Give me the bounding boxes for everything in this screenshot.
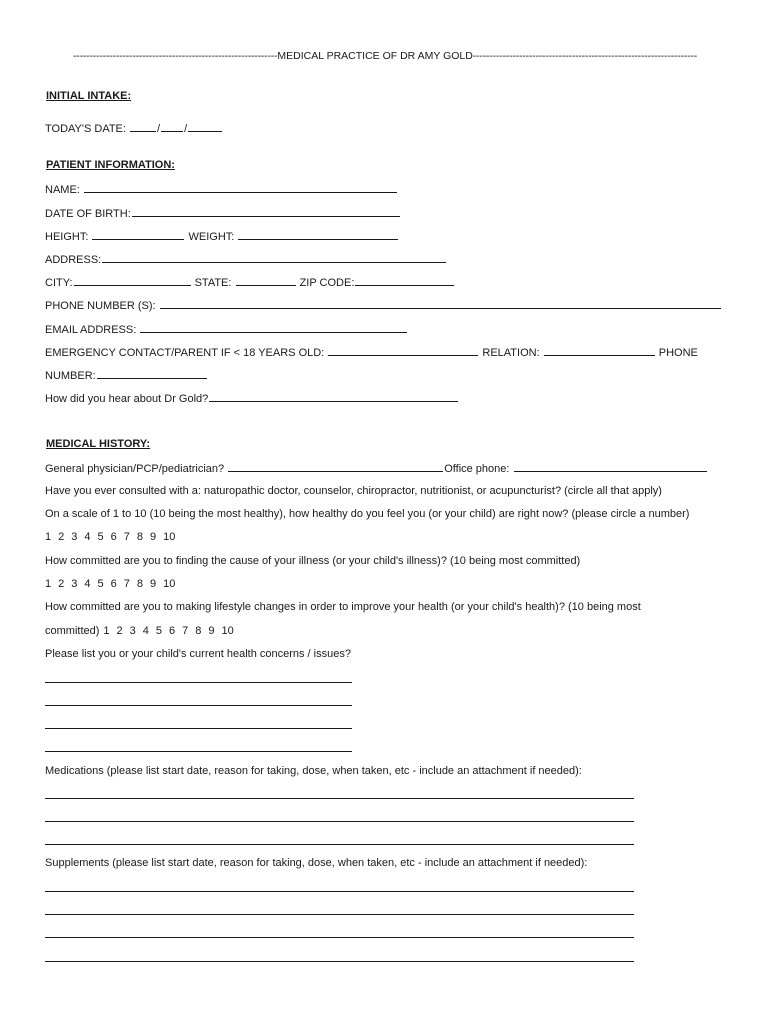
initial-intake-heading: INITIAL INTAKE:	[46, 90, 132, 102]
medications-line-3[interactable]	[45, 844, 634, 845]
name-field[interactable]	[84, 181, 397, 193]
scale-number[interactable]: 6	[110, 531, 117, 543]
commitment-question: How committed are you to finding the cause of your illness (or your child's illness)? (10 being most committed)	[45, 555, 581, 567]
phone-row	[45, 297, 722, 313]
weight-field[interactable]	[238, 228, 398, 240]
scale-number[interactable]: 3	[71, 578, 78, 590]
title-dashes-right: --------------------------------------------------------------------	[472, 50, 697, 62]
state-label: STATE:	[194, 277, 232, 289]
referral-field[interactable]	[209, 390, 458, 402]
email-field[interactable]	[140, 321, 407, 333]
lifestyle-question: How committed are you to making lifestyle changes in order to improve your health (or your child's health)? (10 being most	[45, 601, 641, 613]
relation-label: RELATION:	[482, 347, 540, 359]
practice-name: MEDICAL PRACTICE OF DR AMY GOLD	[277, 50, 473, 62]
scale-number[interactable]: 8	[136, 578, 143, 590]
medications-line-1[interactable]	[45, 798, 634, 799]
scale-number[interactable]: 5	[155, 625, 163, 637]
gp-label: General physician/PCP/pediatrician?	[45, 463, 225, 475]
office-phone-label: Office phone:	[444, 463, 510, 475]
emergency-phone-field[interactable]	[97, 367, 207, 379]
referral-label: How did you hear about Dr Gold?	[45, 393, 209, 405]
title-dashes-left: --------------------------------------------------------------	[72, 50, 278, 62]
scale-number[interactable]: 6	[110, 578, 117, 590]
scale-number[interactable]: 1	[103, 625, 110, 637]
emergency-label: EMERGENCY CONTACT/PARENT IF < 18 YEARS OLD:	[45, 347, 325, 359]
todays-date-label: TODAY'S DATE:	[45, 123, 126, 135]
scale-number[interactable]: 5	[97, 578, 104, 590]
supplements-line-4[interactable]	[45, 961, 634, 962]
weight-label: WEIGHT:	[188, 231, 235, 243]
address-field[interactable]	[102, 251, 446, 263]
scale-number[interactable]: 9	[208, 625, 215, 637]
name-row	[45, 181, 398, 197]
scale-number[interactable]: 2	[58, 578, 65, 590]
date-day-field[interactable]	[161, 120, 183, 132]
city-label: CITY:	[45, 277, 73, 289]
scale-number[interactable]: 1	[45, 578, 52, 590]
dob-field[interactable]	[132, 205, 400, 217]
emergency-row	[45, 344, 698, 360]
scale-number[interactable]: 10	[163, 578, 176, 590]
relation-field[interactable]	[544, 344, 655, 356]
phone-number-label-part1: PHONE	[658, 347, 698, 359]
zip-label: ZIP CODE:	[299, 277, 355, 289]
address-row	[45, 251, 447, 267]
supplements-line-2[interactable]	[45, 914, 634, 915]
city-state-zip-row	[45, 274, 455, 290]
scale-number[interactable]: 7	[123, 578, 130, 590]
scale-number[interactable]: 7	[123, 531, 130, 543]
date-month-field[interactable]	[130, 120, 156, 132]
gp-field[interactable]	[228, 460, 443, 472]
lifestyle-question-cont: committed)	[45, 625, 100, 637]
supplements-question: Supplements (please list start date, reason for taking, dose, when taken, etc - include an attachment if needed):	[45, 857, 588, 869]
concerns-line-4[interactable]	[45, 751, 352, 752]
commitment-scale-numbers	[45, 577, 182, 591]
scale-number[interactable]: 6	[169, 625, 176, 637]
phone-field[interactable]	[160, 297, 721, 309]
height-label: HEIGHT:	[45, 231, 89, 243]
emergency-phone-row	[45, 367, 208, 383]
scale-number[interactable]: 9	[150, 578, 157, 590]
scale-number[interactable]: 4	[142, 625, 149, 637]
concerns-line-1[interactable]	[45, 682, 352, 683]
scale-number[interactable]: 8	[195, 625, 202, 637]
concerns-line-3[interactable]	[45, 728, 352, 729]
health-scale-numbers	[45, 530, 182, 544]
height-weight-row	[45, 228, 399, 244]
scale-number[interactable]: 10	[163, 531, 176, 543]
state-field[interactable]	[236, 274, 296, 286]
office-phone-field[interactable]	[514, 460, 707, 472]
referral-row	[45, 390, 459, 406]
todays-date-row: TODAY'S DATE: / /	[45, 120, 223, 136]
patient-information-heading: PATIENT INFORMATION:	[46, 159, 175, 171]
zip-field[interactable]	[355, 274, 454, 286]
height-field[interactable]	[92, 228, 184, 240]
health-scale-question: On a scale of 1 to 10 (10 being the most healthy), how healthy do you feel you (or your child) are right now? (please circle a number)	[45, 508, 690, 520]
name-label: NAME:	[45, 184, 80, 196]
scale-number[interactable]: 9	[150, 531, 157, 543]
scale-number[interactable]: 3	[71, 531, 78, 543]
scale-number[interactable]: 2	[116, 625, 123, 637]
scale-number[interactable]: 4	[84, 531, 91, 543]
scale-number[interactable]: 8	[136, 531, 143, 543]
form-title	[0, 49, 770, 63]
concerns-question: Please list you or your child's current health concerns / issues?	[45, 648, 351, 660]
email-label: EMAIL ADDRESS:	[45, 324, 137, 336]
emergency-field[interactable]	[328, 344, 478, 356]
scale-number[interactable]: 4	[84, 578, 91, 590]
gp-row	[45, 460, 708, 476]
supplements-line-3[interactable]	[45, 937, 634, 938]
medical-history-heading: MEDICAL HISTORY:	[46, 438, 151, 450]
date-year-field[interactable]	[188, 120, 222, 132]
scale-number[interactable]: 3	[129, 625, 136, 637]
scale-number[interactable]: 2	[58, 531, 65, 543]
concerns-line-2[interactable]	[45, 705, 352, 706]
phone-number-label-part2: NUMBER:	[45, 370, 96, 382]
medications-line-2[interactable]	[45, 821, 634, 822]
address-label: ADDRESS:	[45, 254, 102, 266]
supplements-line-1[interactable]	[45, 891, 634, 892]
medications-question: Medications (please list start date, reason for taking, dose, when taken, etc - include an attachment if needed):	[45, 765, 582, 777]
consulted-question: Have you ever consulted with a: naturopathic doctor, counselor, chiropractor, nutritionist, or acupuncturist? (circle all that apply)	[45, 485, 662, 497]
email-row	[45, 321, 408, 337]
lifestyle-scale-row	[45, 624, 241, 638]
phone-label: PHONE NUMBER (S):	[45, 300, 156, 312]
city-field[interactable]	[74, 274, 191, 286]
dob-row	[45, 205, 401, 221]
scale-number[interactable]: 10	[221, 625, 234, 637]
scale-number[interactable]: 5	[97, 531, 104, 543]
scale-number[interactable]: 1	[45, 531, 52, 543]
scale-number[interactable]: 7	[182, 625, 189, 637]
dob-label: DATE OF BIRTH:	[45, 208, 131, 220]
